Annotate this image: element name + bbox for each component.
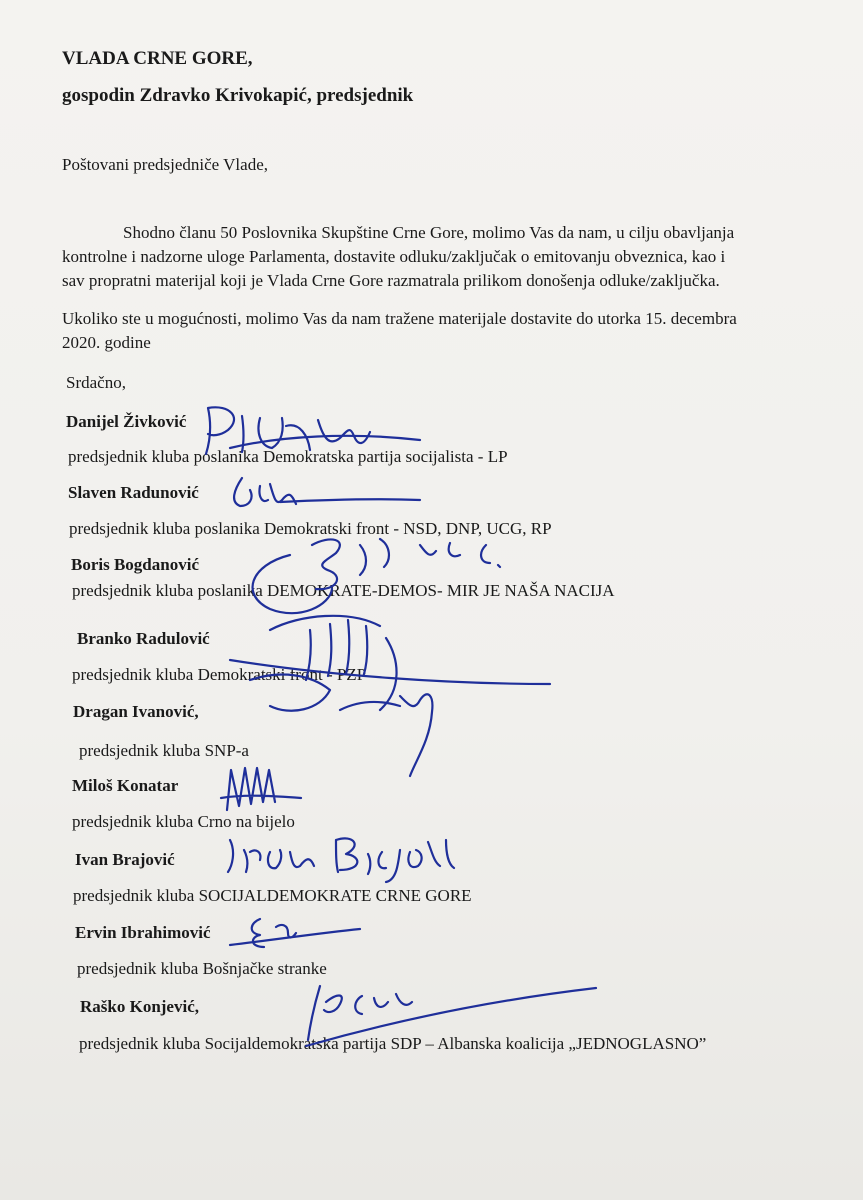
salutation: Poštovani predsjedniče Vlade, [62, 155, 269, 174]
paragraph-1-line-3: sav propratni materijal koji je Vlada Crne Gore razmatrala prilikom donošenja odluke/zaključka. [62, 271, 720, 290]
signatory-name: Danijel Živković [66, 412, 187, 431]
signatory-name: Dragan Ivanović, [73, 702, 199, 721]
paragraph-1-line-2: kontrolne i nadzorne uloge Parlamenta, dostavite odluku/zaključak o emitovanju obveznica, kao i [62, 247, 726, 266]
paragraph-2-line-2: 2020. godine [62, 333, 151, 352]
signatory-role: predsjednik kluba SOCIJALDEMOKRATE CRNE GORE [73, 886, 472, 905]
signatory-role: predsjednik kluba SNP-a [79, 741, 249, 760]
signature-ibrahimovic [220, 905, 380, 955]
closing: Srdačno, [66, 373, 126, 392]
signature-brajovic [210, 822, 480, 882]
signatory-name: Ervin Ibrahimović [75, 923, 211, 942]
signature-zivkovic [190, 396, 450, 466]
signatory-name: Raško Konjević, [80, 997, 199, 1016]
signatory-name: Boris Bogdanović [71, 555, 199, 574]
signatory-name: Branko Radulović [77, 629, 210, 648]
signatory-role: predsjednik kluba poslanika DEMOKRATE-DEMOS- MIR JE NAŠA NACIJA [72, 581, 615, 600]
signatory-name: Miloš Konatar [72, 776, 179, 795]
signatory-role: predsjednik kluba Socijaldemokratska partija SDP – Albanska koalicija „JEDNOGLASNO” [79, 1034, 707, 1053]
signature-konatar [205, 758, 315, 818]
signatory-role: predsjednik kluba poslanika Demokratski front - NSD, DNP, UCG, RP [69, 519, 552, 538]
signature-radunovic [220, 470, 440, 520]
paragraph-2-line-1: Ukoliko ste u mogućnosti, molimo Vas da nam tražene materijale dostavite do utorka 15. decembra [62, 309, 737, 328]
signatory-role: predsjednik kluba Demokratski front - PZP [72, 665, 367, 684]
signatory-role: predsjednik kluba Crno na bijelo [72, 812, 295, 831]
signatory-name: Slaven Radunović [68, 483, 199, 502]
addressee-subtitle: gospodin Zdravko Krivokapić, predsjednik [62, 85, 414, 106]
signatory-name: Ivan Brajović [75, 850, 175, 869]
signatory-role: predsjednik kluba Bošnjačke stranke [77, 959, 327, 978]
signature-konjevic [296, 966, 616, 1056]
addressee: VLADA CRNE GORE, [62, 48, 253, 69]
signatory-role: predsjednik kluba poslanika Demokratska partija socijalista - LP [68, 447, 508, 466]
paragraph-1-line-1: Shodno članu 50 Poslovnika Skupštine Crne Gore, molimo Vas da nam, u cilju obavljanja [123, 223, 735, 242]
